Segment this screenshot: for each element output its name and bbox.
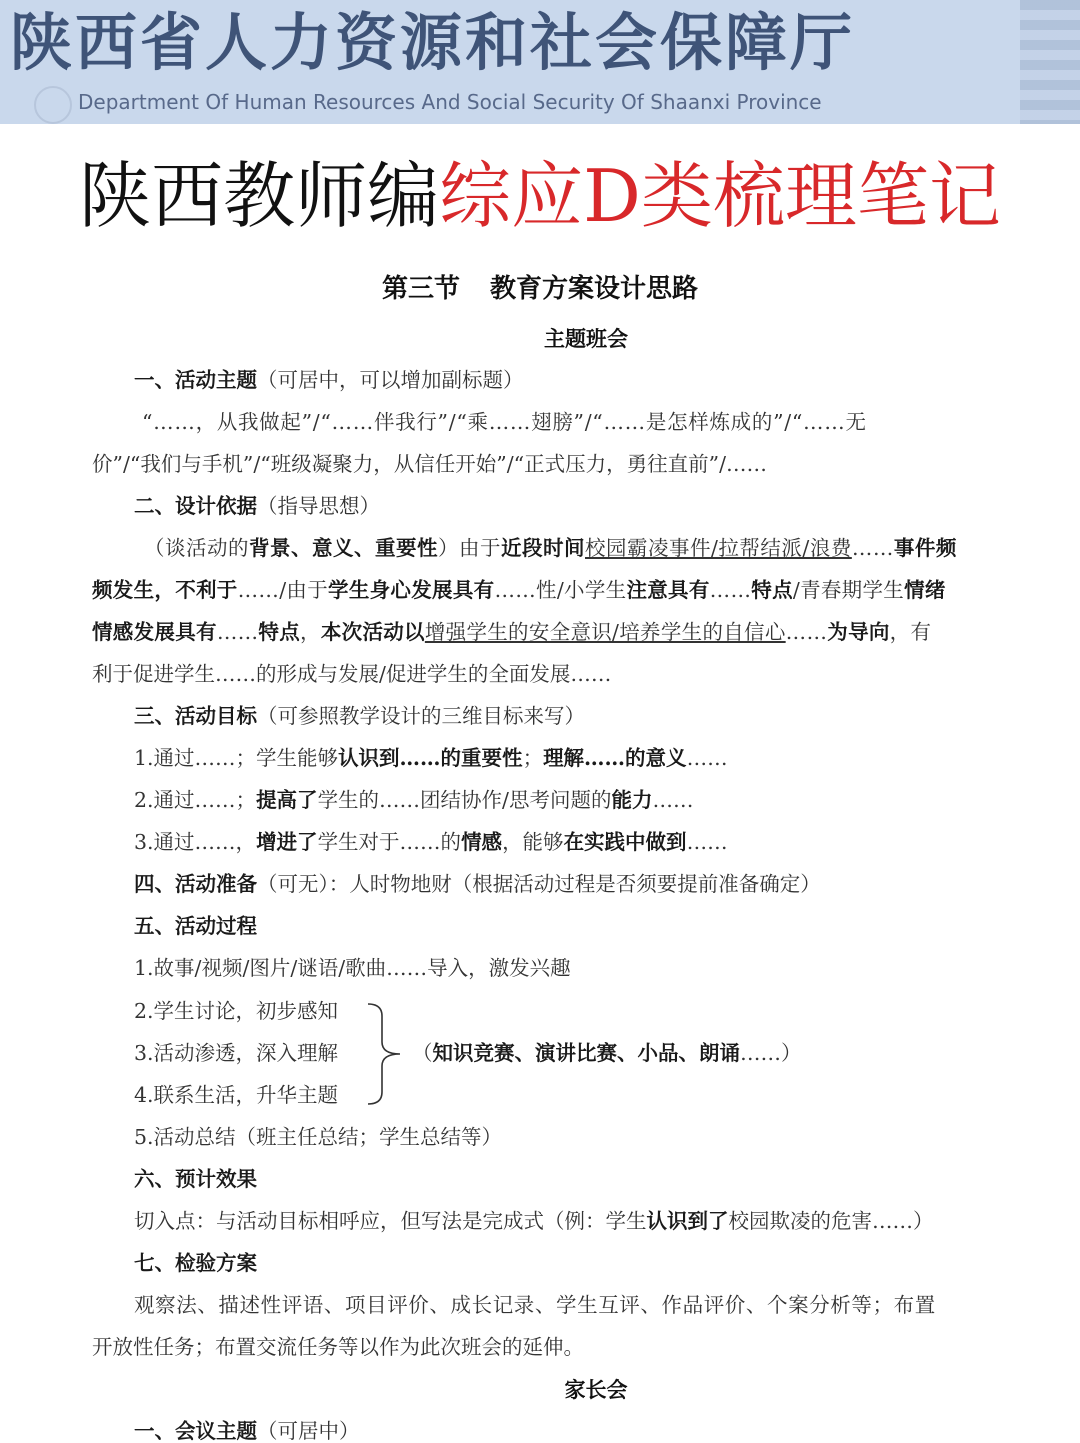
item7-line2: 开放性任务；布置交流任务等以作为此次班会的延伸。: [92, 1335, 584, 1359]
item4-heading: 四、活动准备: [134, 872, 257, 896]
goal-3: [134, 832, 728, 853]
text: 为导向: [827, 620, 890, 644]
underlined-text: 校园霸凌事件/拉帮结派/浪费: [585, 536, 852, 560]
title-black: 陕西教师编: [79, 154, 440, 238]
item2-line4: 利于促进学生……的形成与发展/促进学生的全面发展……: [92, 662, 612, 686]
item2-note: （指导思想）: [257, 494, 380, 518]
item1-row: [134, 370, 524, 391]
item1-note: （可居中，可以增加副标题）: [257, 368, 524, 392]
text: ；: [522, 746, 544, 770]
text: 切入点：与活动目标相呼应，但写法是完成式（例：学生: [134, 1209, 647, 1233]
item3-row: [134, 706, 585, 727]
item6-text: [134, 1211, 934, 1232]
text: 情绪: [904, 578, 946, 602]
building-graphic: [1020, 0, 1080, 124]
text: 事件频: [893, 536, 957, 560]
text: 学生身心发展具有: [328, 578, 495, 602]
text: （: [412, 1041, 433, 1065]
text: ……: [785, 620, 828, 644]
text: 注意具有: [626, 578, 710, 602]
text: /青春期学生: [792, 578, 905, 602]
item5-heading: 五、活动过程: [134, 914, 257, 938]
step-5: 5.活动总结（班主任总结；学生总结等）: [134, 1125, 503, 1149]
text: ……）: [740, 1041, 802, 1065]
item4-note: （可无）：人时物地财（根据活动过程是否须要提前准备确定）: [257, 872, 821, 896]
item2-line3: [92, 622, 931, 643]
text: 校园欺凌的危害……）: [728, 1209, 934, 1233]
text: 知识竞赛、演讲比赛、小品、朗诵: [432, 1041, 740, 1065]
section-name: 教育方案设计思路: [490, 274, 699, 304]
item6-heading: 六、预计效果: [134, 1167, 257, 1191]
text: 3.通过……，: [134, 830, 257, 854]
text: ……: [652, 788, 694, 812]
text: ……: [216, 620, 259, 644]
text: 增进了: [256, 830, 318, 854]
step-3: 3.活动渗透，深入理解: [134, 1041, 339, 1065]
item1-heading: 一、活动主题: [134, 368, 257, 392]
goal-2: [134, 790, 693, 811]
text: 能力: [611, 788, 653, 812]
text: 背景、意义、重要性: [249, 536, 438, 560]
item2-heading: 二、设计依据: [134, 494, 257, 518]
item1-line1: “……，从我做起”/“……伴我行”/“乘……翅膀”/“……是怎样炼成的”/“……无: [142, 410, 867, 434]
text: ）由于: [438, 536, 501, 560]
text: ……: [686, 746, 728, 770]
item2-row: [134, 496, 380, 517]
text: ，能够: [502, 830, 564, 854]
text: 本次活动以: [320, 620, 425, 644]
item7-line1: 观察法、描述性评语、项目评价、成长记录、学生互评、作品评价、个案分析等；布置: [134, 1293, 936, 1317]
text: ……: [851, 536, 894, 560]
text: 情感: [461, 830, 503, 854]
text: ，: [300, 620, 321, 644]
text: 认识到……的重要性: [338, 746, 523, 770]
subsection2-heading: 家长会: [564, 1377, 628, 1402]
page-title: [0, 154, 1080, 238]
meeting-heading: 一、会议主题: [134, 1419, 257, 1443]
text: 认识到了: [646, 1209, 729, 1233]
text: 学生的……团结协作/思考问题的: [317, 788, 612, 812]
org-name-cn: 陕西省人力资源和社会保障厅: [10, 6, 856, 79]
item3-note: （可参照教学设计的三维目标来写）: [257, 704, 585, 728]
brace-icon: [366, 1002, 406, 1106]
section-number: 第三节: [381, 274, 460, 304]
text: 特点: [258, 620, 301, 644]
text: 提高了: [256, 788, 318, 812]
text: ……/由于: [237, 578, 329, 602]
org-name-en: Department Of Human Resources And Social Security Of Shaanxi Province: [78, 90, 822, 114]
step-1: 1.故事/视频/图片/谜语/歌曲……导入，激发兴趣: [134, 956, 571, 980]
text: ……: [686, 830, 728, 854]
text: 近段时间: [501, 536, 585, 560]
step-2: 2.学生讨论，初步感知: [134, 999, 339, 1023]
text: 1.通过……；学生能够: [134, 746, 339, 770]
meeting-row: [134, 1421, 360, 1442]
item6-row: [134, 1169, 257, 1190]
section-heading: [0, 276, 1080, 302]
text: ……: [709, 578, 752, 602]
header-banner: [0, 0, 1080, 124]
text: （谈活动的: [144, 536, 249, 560]
activity-forms: [412, 1043, 802, 1064]
item7-heading: 七、检验方案: [134, 1251, 257, 1275]
item4-row: [134, 874, 821, 895]
text: 频发生，不利于: [92, 578, 238, 602]
title-red: 综应D类梳理笔记: [439, 154, 1001, 238]
item2-line2: [92, 580, 946, 601]
underlined-text: 增强学生的安全意识/培养学生的自信心: [424, 620, 786, 644]
item1-line2: 价”/“我们与手机”/“班级凝聚力，从信任开始”/“正式压力，勇往直前”/……: [92, 452, 767, 476]
item2-line1: [144, 538, 957, 559]
emblem-icon: [34, 86, 72, 124]
item5-row: [134, 916, 257, 937]
text: 情感发展具有: [92, 620, 217, 644]
item3-heading: 三、活动目标: [134, 704, 257, 728]
text: 理解……的意义: [543, 746, 687, 770]
text: 2.通过……；: [134, 788, 257, 812]
text: 特点: [751, 578, 793, 602]
text: 学生对于……的: [317, 830, 462, 854]
text: ……性/小学生: [494, 578, 627, 602]
subsection-heading: 主题班会: [544, 326, 628, 351]
item7-row: [134, 1253, 257, 1274]
step-4: 4.联系生活，升华主题: [134, 1083, 339, 1107]
text: ，有: [889, 620, 932, 644]
meeting-note: （可居中）: [257, 1419, 360, 1443]
goal-1: [134, 748, 728, 769]
text: 在实践中做到: [563, 830, 687, 854]
